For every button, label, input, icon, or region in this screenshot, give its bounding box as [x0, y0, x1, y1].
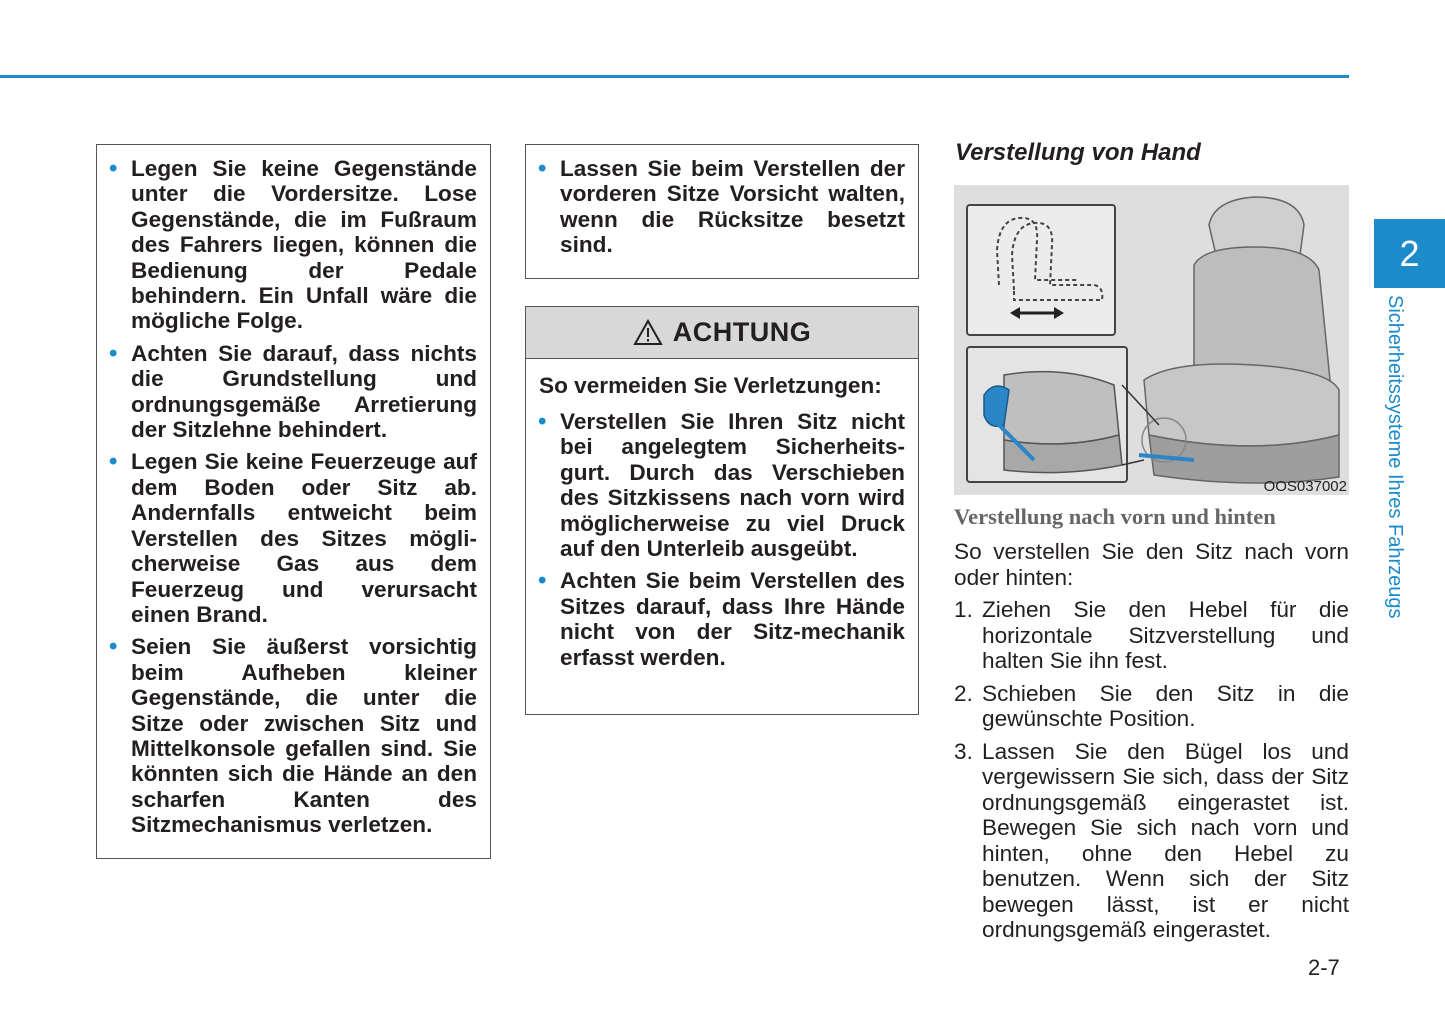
list-item: [954, 681, 1349, 732]
steps-list: [954, 597, 1349, 950]
intro-paragraph: So verstellen Sie den Sitz nach vorn oder hinten:: [954, 539, 1349, 590]
warning-intro: So vermeiden Sie Verletzungen:: [539, 373, 882, 398]
caution-box-middle: [525, 144, 919, 279]
step-number: 3.: [954, 738, 973, 764]
figure-code: OOS037002: [1263, 478, 1347, 495]
bullet-list: [97, 145, 490, 838]
bullet-list: [526, 145, 918, 258]
figure-caption: Verstellung nach vorn und hinten: [954, 504, 1276, 529]
chapter-title: [1375, 295, 1415, 655]
warning-triangle-icon: [633, 319, 663, 346]
list-item: • Achten Sie darauf, dass nichts die Grundstellung und ordnungsgemäße Arretierung der Sitzlehne behindert.: [97, 341, 477, 443]
chapter-title-text: Sicherheitssysteme Ihres Fahrzeugs: [1384, 295, 1406, 619]
bullet-list: [526, 409, 918, 670]
chapter-number-tab: 2: [1374, 219, 1445, 288]
step-number: 1.: [954, 597, 973, 622]
step-text: Ziehen Sie den Hebel für die horizontale Sitzverstellung und halten Sie ihn fest.: [982, 597, 1349, 673]
caution-box-left: [96, 144, 491, 859]
list-item: • Lassen Sie beim Verstellen der vorderen Sitze Vorsicht walten, wenn die Rücksitze besetzt sind.: [526, 156, 905, 258]
list-item: • Achten Sie beim Verstellen des Sitzes darauf, dass Ihre Hände nicht von der Sitz-mechanik erfasst werden.: [526, 568, 905, 670]
step-text: Schieben Sie den Sitz in die gewünschte Position.: [982, 680, 1349, 731]
step-text: Lassen Sie den Bügel los und vergewissern Sie sich, dass der Sitz ordnungsgemäß eingerastet ist. Bewegen Sie sich nach vorn und hinten, ohne den Hebel zu benutzen. Wenn sich der Sitz bewegen lässt, ist er nicht ordnungsgemäß eingerastet.: [982, 738, 1349, 942]
list-item: • Verstellen Sie Ihren Sitz nicht bei angelegtem Sicherheits-gurt. Durch das Verschieben des Sitzkissens nach vorn wird möglicherweise zu viel Druck auf den Unterleib ausgeübt.: [526, 409, 905, 561]
list-item: • Seien Sie äußerst vorsichtig beim Aufheben kleiner Gegenstände, die unter die Sitze oder zwischen Sitz und Mittelkonsole gefallen sind. Sie könnten sich die Hände an den scharfen Kanten des Sitzmechanismus verletzen.: [97, 634, 477, 837]
list-item: [954, 597, 1349, 674]
warning-box: [525, 306, 919, 715]
header-rule: [0, 75, 1349, 78]
list-item: • Legen Sie keine Feuerzeuge auf dem Boden oder Sitz ab. Andernfalls entweicht beim Verstellen des Sitzes mögli-cherweise Gas aus dem Feuerzeug und verursacht einen Brand.: [97, 449, 477, 627]
warning-header: [526, 307, 918, 359]
seat-illustration: [954, 185, 1349, 495]
step-number: 2.: [954, 680, 973, 706]
page-number: 2-7: [1308, 955, 1340, 980]
section-title: Verstellung von Hand: [955, 139, 1201, 166]
warning-title: ACHTUNG: [672, 317, 812, 347]
seat-adjustment-figure: [954, 185, 1349, 495]
list-item: [954, 739, 1349, 943]
list-item: • Legen Sie keine Gegenstände unter die Vordersitze. Lose Gegenstände, die im Fußraum des Fahrers liegen, können die Bedienung der Pedale behindern. Ein Unfall wäre die mögliche Folge.: [97, 156, 477, 334]
